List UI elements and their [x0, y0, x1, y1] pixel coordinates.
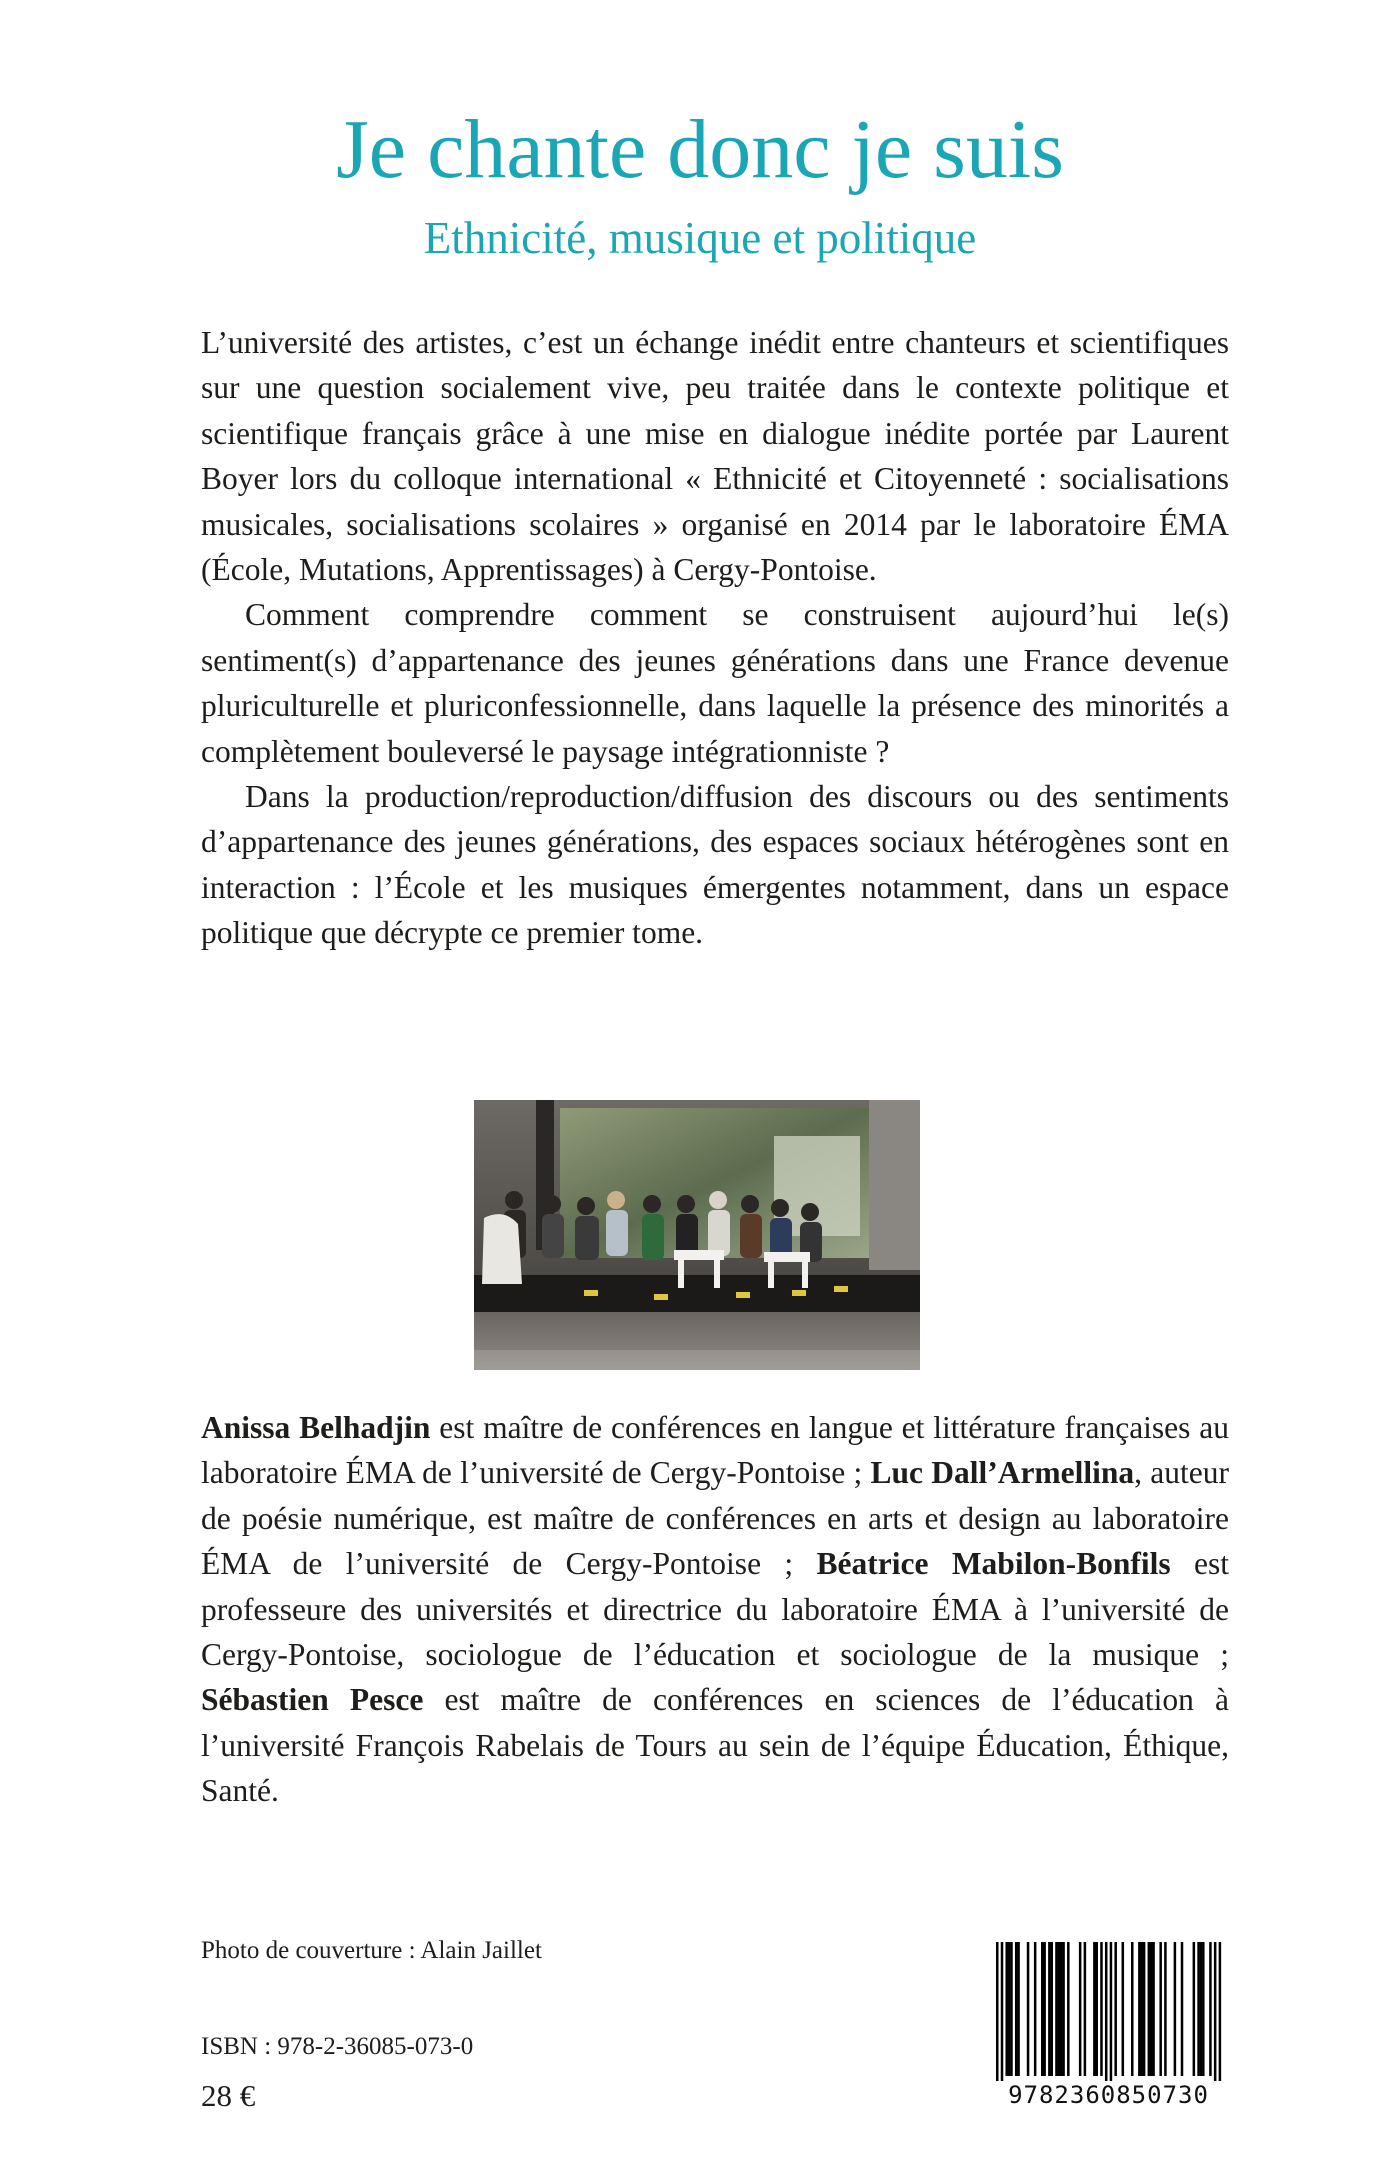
barcode-bar	[1164, 1942, 1167, 2076]
barcode-bar	[1100, 1942, 1103, 2076]
barcode-bar	[1034, 1942, 1037, 2076]
book-subtitle: Ethnicité, musique et politique	[423, 213, 977, 263]
authors-bio	[201, 1405, 1229, 1814]
author-bio-sebastien-pesce: est maître de conférences en sciences de l’éducation à l’université François Rabelais de Tours au sein de l’équipe Éducation, Éthique, Santé.	[201, 1682, 1229, 1809]
panel-photo-illustration	[474, 1100, 920, 1370]
barcode-bar	[1067, 1942, 1070, 2076]
barcode-bar	[1214, 1942, 1217, 2082]
barcode-bar	[1143, 1942, 1146, 2076]
barcode-bar	[1043, 1942, 1046, 2076]
barcode-bar	[1027, 1942, 1030, 2076]
barcode-bar	[1202, 1942, 1205, 2076]
summary-text	[201, 320, 1229, 956]
isbn: ISBN : 978-2-36085-073-0	[201, 2033, 474, 2060]
author-name-anissa-belhadjin: Anissa Belhadjin	[201, 1410, 431, 1445]
barcode-bar	[1197, 1942, 1200, 2076]
barcode-bar	[1193, 1942, 1196, 2076]
barcode-bar	[1148, 1942, 1151, 2076]
cover-photo-panel-discussion	[474, 1100, 920, 1370]
barcode-bar	[1095, 1942, 1098, 2076]
author-bio-luc-dallarmellina: , auteur de poésie numérique, est maître de conférences en arts et design au laboratoire ÉMA de l’université de Cergy-Pontoise ;	[201, 1455, 1229, 1582]
book-title: Je chante donc je suis	[336, 103, 1064, 196]
barcode-bar	[1114, 1942, 1117, 2076]
barcode-bar	[1060, 1942, 1063, 2076]
barcode-bar	[1105, 1942, 1108, 2082]
barcode-bar	[1041, 1942, 1044, 2076]
barcode-bars	[994, 1942, 1223, 2082]
barcode-bar	[1150, 1942, 1153, 2076]
author-bio-anissa-belhadjin: est maître de conférences en langue et littérature françaises au laboratoire ÉMA de l’université de Cergy-Pontoise ;	[201, 1410, 1230, 1491]
barcode-bar	[1131, 1942, 1134, 2076]
author-name-luc-dallarmellina: Luc Dall’Armellina	[870, 1455, 1135, 1491]
barcode-bar	[1209, 1942, 1212, 2076]
barcode-bar	[1001, 1942, 1004, 2082]
summary-paragraph-3: Dans la production/reproduction/diffusion des discours ou des sentiments d’appartenance des jeunes générations, des espaces sociaux hétérogènes sont en interaction : l’École et les musiques émergentes notamment, dans un espace politique que décrypte ce premier tome.	[201, 779, 1229, 951]
barcode-bar	[1017, 1942, 1020, 2076]
barcode-bar	[1174, 1942, 1177, 2076]
barcode-bar	[1152, 1942, 1155, 2076]
author-name-sebastien-pesce: Sébastien Pesce	[201, 1682, 424, 1718]
barcode-bar	[1008, 1942, 1011, 2076]
author-name-beatrice-mabilon-bonfils: Béatrice Mabilon-Bonfils	[816, 1546, 1171, 1582]
barcode-bar	[1058, 1942, 1061, 2076]
barcode-bar	[1015, 1942, 1018, 2076]
barcode-bar	[1140, 1942, 1143, 2076]
summary-paragraph-1: L’université des artistes, c’est un échange inédit entre chanteurs et scientifiques sur une question socialement vive, peu traitée dans le contexte politique et scientifique français grâce à une mise en dialogue inédite portée par Laurent Boyer lors du colloque international « Ethnicité et Citoyenneté : socialisations musicales, socialisations scolaires » organisé en 2014 par le laboratoire ÉMA (École, Mutations, Apprentissages) à Cergy-Pontoise.	[201, 325, 1229, 588]
barcode-bar	[996, 1942, 999, 2082]
barcode-bar	[1110, 1942, 1113, 2082]
barcode-bar	[1010, 1942, 1013, 2076]
barcode-bar	[1048, 1942, 1051, 2076]
barcode-bar	[1093, 1942, 1096, 2076]
barcode-bar	[1122, 1942, 1125, 2076]
barcode-bar	[1005, 1942, 1008, 2076]
barcode-bar	[1200, 1942, 1203, 2076]
price: 28 €	[201, 2078, 256, 2113]
barcode-bar	[1055, 1942, 1058, 2076]
author-bio-beatrice-mabilon-bonfils: est professeure des universités et directrice du laboratoire ÉMA à l’université de Cergy-Pontoise, sociologue de l’éducation et sociologue de la musique ;	[201, 1546, 1229, 1673]
barcode-bar	[1084, 1942, 1087, 2076]
barcode-bar	[1050, 1942, 1053, 2076]
barcode-bar	[1062, 1942, 1065, 2076]
barcode-bar	[1138, 1942, 1141, 2076]
barcode-bar	[1181, 1942, 1184, 2076]
barcode-number: 9782360850730	[994, 2081, 1223, 2109]
barcode-bar	[1219, 1942, 1222, 2082]
barcode-bar	[1159, 1942, 1162, 2076]
barcode-bar	[1079, 1942, 1082, 2076]
summary-paragraph-2: Comment comprendre comment se construisent aujourd’hui le(s) sentiment(s) d’appartenance des jeunes générations dans une France devenue pluriculturelle et pluriconfessionnelle, dans laquelle la présence des minorités a complètement bouleversé le paysage intégrationniste ?	[201, 597, 1229, 769]
photo-credit: Photo de couverture : Alain Jaillet	[201, 1937, 542, 1964]
